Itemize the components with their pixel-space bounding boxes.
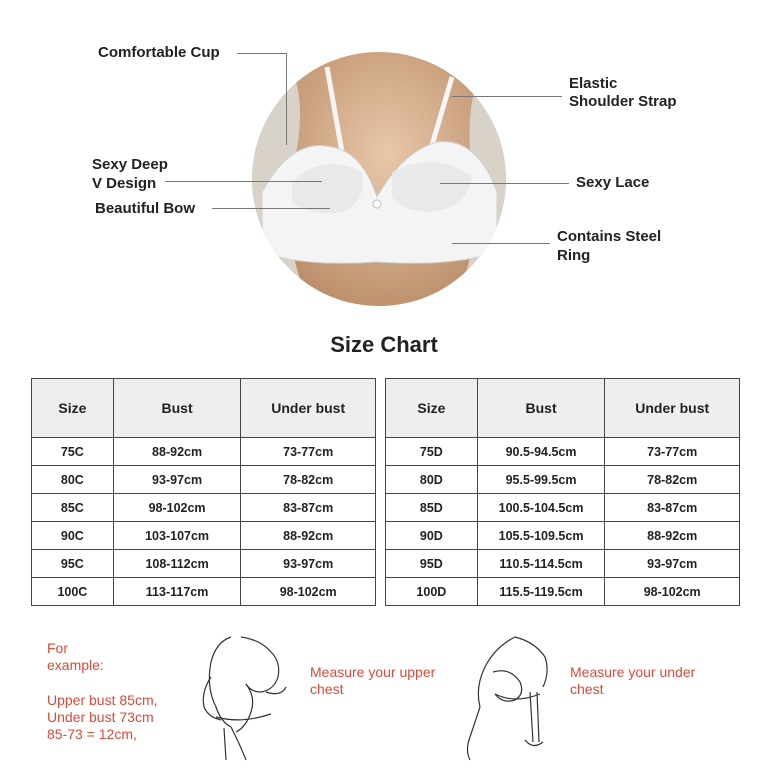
cell-size: 95D: [386, 550, 478, 578]
measure-under-text-line1: Measure your under: [570, 664, 696, 680]
cell-bust: 115.5-119.5cm: [477, 578, 605, 606]
cell-under-bust: 78-82cm: [241, 466, 376, 494]
cell-size: 95C: [32, 550, 114, 578]
cell-under-bust: 88-92cm: [241, 522, 376, 550]
header-size: Size: [386, 379, 478, 438]
cell-size: 85D: [386, 494, 478, 522]
bra-illustration: [252, 52, 506, 306]
callout-line-lace: [440, 183, 569, 184]
callout-line-cup: [237, 53, 287, 54]
cell-size: 90D: [386, 522, 478, 550]
size-table-d-cup: [385, 378, 740, 606]
callout-line-bow: [212, 208, 330, 209]
callout-sexy-lace: Sexy Lace: [576, 174, 650, 191]
header-bust: Bust: [113, 379, 241, 438]
cell-under-bust: 83-87cm: [241, 494, 376, 522]
cell-bust: 100.5-104.5cm: [477, 494, 605, 522]
example-under-bust: Under bust 73cm: [47, 709, 154, 725]
header-size: Size: [32, 379, 114, 438]
table-row: [386, 466, 740, 494]
cell-bust: 105.5-109.5cm: [477, 522, 605, 550]
table-row: [386, 550, 740, 578]
header-bust: Bust: [477, 379, 605, 438]
cell-size: 90C: [32, 522, 114, 550]
table-row: [386, 494, 740, 522]
cell-bust: 113-117cm: [113, 578, 241, 606]
size-table-c-cup: [31, 378, 376, 606]
header-under-bust: Under bust: [241, 379, 376, 438]
cell-bust: 110.5-114.5cm: [477, 550, 605, 578]
measure-upper-text-line2: chest: [310, 681, 344, 697]
size-chart-title: Size Chart: [330, 332, 438, 357]
callout-elastic-line2: Shoulder Strap: [569, 93, 677, 110]
callout-line-steel: [452, 243, 550, 244]
callout-steel-line1: Contains Steel: [557, 228, 662, 245]
table-row: [386, 522, 740, 550]
table-row: [32, 494, 376, 522]
measure-upper-text-line1: Measure your upper: [310, 664, 436, 680]
callout-steel-line2: Ring: [557, 247, 591, 264]
cell-bust: 88-92cm: [113, 438, 241, 466]
callout-deep-v-line2: V Design: [92, 175, 157, 192]
table-row: [32, 522, 376, 550]
table-row: [386, 578, 740, 606]
cell-under-bust: 93-97cm: [605, 550, 740, 578]
callout-line-deep-v: [165, 181, 322, 182]
cell-bust: 103-107cm: [113, 522, 241, 550]
header-under-bust: Under bust: [605, 379, 740, 438]
table-row: [32, 550, 376, 578]
table-row: [32, 466, 376, 494]
cell-bust: 98-102cm: [113, 494, 241, 522]
cell-under-bust: 73-77cm: [605, 438, 740, 466]
measure-upper-chest-figure: [196, 632, 306, 762]
cell-bust: 90.5-94.5cm: [477, 438, 605, 466]
cell-under-bust: 83-87cm: [605, 494, 740, 522]
callout-line-strap: [452, 96, 562, 97]
table-header-row: [32, 379, 376, 438]
example-label-line2: example:: [47, 657, 104, 673]
product-photo: [252, 52, 506, 306]
table-row: [386, 438, 740, 466]
measure-under-text-line2: chest: [570, 681, 604, 697]
cell-size: 85C: [32, 494, 114, 522]
callout-beautiful-bow: Beautiful Bow: [95, 200, 195, 217]
cell-size: 75D: [386, 438, 478, 466]
example-upper-bust: Upper bust 85cm,: [47, 692, 158, 708]
cell-bust: 95.5-99.5cm: [477, 466, 605, 494]
cell-under-bust: 73-77cm: [241, 438, 376, 466]
measure-under-chest-figure: [455, 632, 565, 762]
cell-under-bust: 88-92cm: [605, 522, 740, 550]
example-label-line1: For: [47, 640, 68, 656]
cell-size: 80C: [32, 466, 114, 494]
cell-bust: 108-112cm: [113, 550, 241, 578]
callout-comfortable-cup: Comfortable Cup: [98, 44, 220, 61]
table-header-row: [386, 379, 740, 438]
example-difference: 85-73 = 12cm,: [47, 726, 137, 742]
cell-size: 100D: [386, 578, 478, 606]
cell-under-bust: 93-97cm: [241, 550, 376, 578]
callout-line-cup-vertical: [286, 53, 287, 145]
cell-under-bust: 78-82cm: [605, 466, 740, 494]
table-row: [32, 578, 376, 606]
callout-deep-v-line1: Sexy Deep: [92, 156, 168, 173]
cell-size: 100C: [32, 578, 114, 606]
cell-under-bust: 98-102cm: [241, 578, 376, 606]
cell-under-bust: 98-102cm: [605, 578, 740, 606]
cell-bust: 93-97cm: [113, 466, 241, 494]
table-row: [32, 438, 376, 466]
callout-elastic-line1: Elastic: [569, 75, 618, 92]
cell-size: 75C: [32, 438, 114, 466]
cell-size: 80D: [386, 466, 478, 494]
